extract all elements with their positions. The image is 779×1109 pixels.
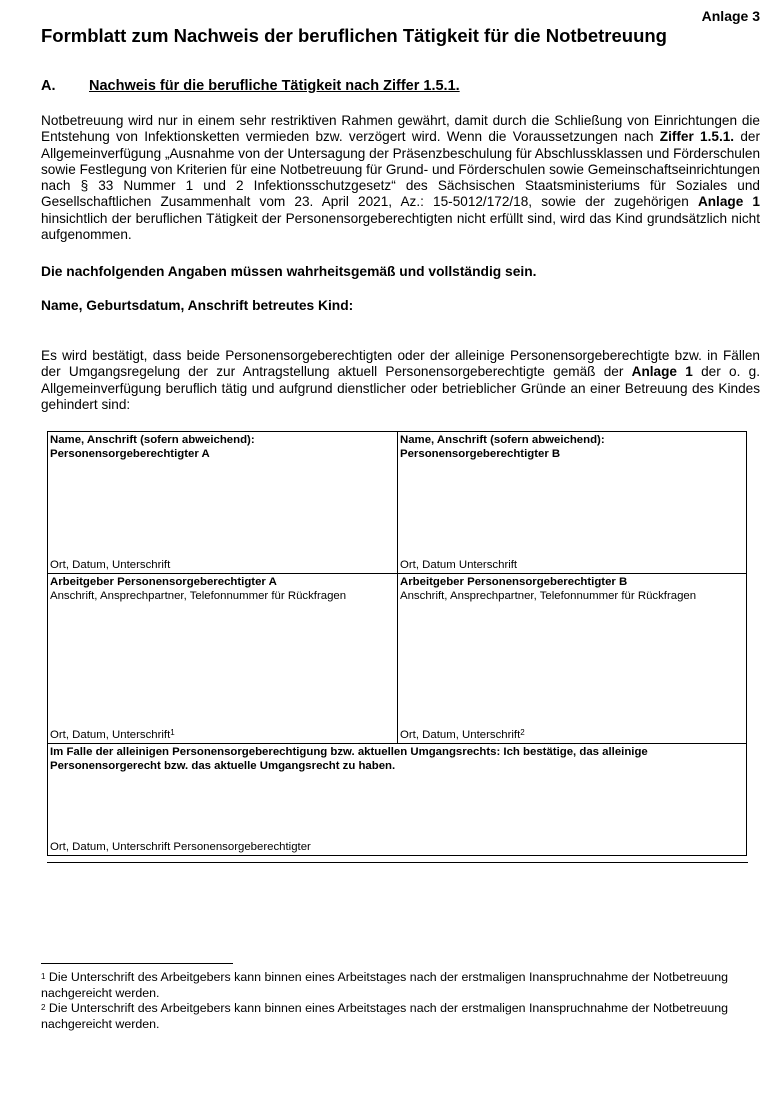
guardian-a-signature-label: Ort, Datum, Unterschrift <box>50 559 171 571</box>
employer-a-sublabel: Anschrift, Ansprechpartner, Telefonnummer für Rückfragen <box>50 590 347 602</box>
employer-b-signature-label <box>400 728 525 742</box>
guardian-a-sublabel: Personensorgeberechtigter A <box>50 448 210 460</box>
footnote-separator <box>41 963 233 964</box>
guardian-a-label: Name, Anschrift (sofern abweichend): <box>50 434 255 446</box>
intro-bold-ziffer: Ziffer 1.5.1. <box>659 129 735 145</box>
footnote-1 <box>41 970 741 1001</box>
intro-bold-anlage: Anlage 1 <box>697 194 760 210</box>
sole-custody-label: Im Falle der alleinigen Personensorgeberechtigung bzw. aktuellen Umgangsrechts: Ich bestätige, das alleinige Personensorgerecht bzw. das aktuelle Umgangsrecht zu haben. <box>50 746 648 772</box>
intro-text-1: Notbetreuung wird nur in einem sehr restriktiven Rahmen gewährt, damit durch die Schließung von Einrichtungen die Entstehung von Infektionsketten vermieden bzw. verzögert wird. Wenn die Voraussetzungen nach <box>41 113 760 145</box>
footnote-1-text: Die Unterschrift des Arbeitgebers kann binnen eines Arbeitstages nach der erstmaligen Inanspruchnahme der Notbetreuung nachgereicht werden. <box>41 970 729 1000</box>
employer-a-signature-label <box>50 728 175 742</box>
truthful-notice: Die nachfolgenden Angaben müssen wahrheitsgemäß und vollständig sein. <box>41 264 537 279</box>
guardian-b-field[interactable] <box>398 432 746 574</box>
confirmation-text-1: Es wird bestätigt, dass beide Personensorgeberechtigten oder der alleinige Personensorgeberechtigte bzw. in Fällen der Umgangsregelung der zur Antragstellung aktuell Personensorgeberechtigte gemäß der <box>41 348 760 380</box>
sole-custody-field[interactable] <box>48 744 746 855</box>
confirmation-paragraph <box>41 348 760 413</box>
guardian-a-field[interactable] <box>48 432 398 574</box>
employer-b-field[interactable] <box>398 574 746 744</box>
page-title: Formblatt zum Nachweis der beruflichen Tätigkeit für die Notbetreuung <box>41 25 667 46</box>
sole-custody-signature-label: Ort, Datum, Unterschrift Personensorgeberechtigter <box>50 841 311 853</box>
intro-paragraph <box>41 113 760 243</box>
section-title: Nachweis für die berufliche Tätigkeit nach Ziffer 1.5.1. <box>89 78 460 94</box>
intro-text-3: hinsichtlich der beruflichen Tätigkeit der Personensorgeberechtigten nicht erfüllt sind, wird das Kind grundsätzlich nicht aufgenommen. <box>41 210 760 243</box>
attachment-label: Anlage 3 <box>701 8 760 24</box>
form-table <box>47 431 747 856</box>
guardian-b-label: Name, Anschrift (sofern abweichend): <box>400 434 605 446</box>
section-number: A. <box>41 78 56 94</box>
guardian-b-signature-label: Ort, Datum Unterschrift <box>400 559 518 571</box>
employer-b-sublabel: Anschrift, Ansprechpartner, Telefonnummer für Rückfragen <box>400 590 697 602</box>
footnote-2-text: Die Unterschrift des Arbeitgebers kann binnen eines Arbeitstages nach der erstmaligen Inanspruchnahme der Notbetreuung nachgereicht werden. <box>41 1001 729 1031</box>
footnote-ref-1: 1 <box>170 728 175 737</box>
employer-a-field[interactable] <box>48 574 398 744</box>
form-bottom-rule <box>47 862 748 863</box>
confirmation-bold-anlage: Anlage 1 <box>631 364 693 380</box>
employer-a-sign-text: Ort, Datum, Unterschrift <box>50 729 171 741</box>
child-label: Name, Geburtsdatum, Anschrift betreutes Kind: <box>41 298 354 313</box>
employer-b-label: Arbeitgeber Personensorgeberechtigter B <box>400 576 628 588</box>
guardian-b-sublabel: Personensorgeberechtigter B <box>400 448 561 460</box>
intro-text-2: der Allgemeinverfügung „Ausnahme von der Untersagung der Präsenzbeschulung für Abschlussklassen und Förderschulen sowie Festlegung von Kriterien für eine Notbetreuung für Grund- und Förderschulen sowie Gemeinschaftseinrichtungen nach § 33 Nummer 1 und 2 Infektionsschutzgesetz“ des Sächsischen Staatsministeriums für Soziales und Gesellschaftlichen Zusammenhalt vom 23. April 2021, Az.: 15-5012/172/18, sowie der zugehörigen <box>41 129 760 210</box>
footnote-2 <box>41 1001 741 1032</box>
footnote-ref-2: 2 <box>520 728 525 737</box>
employer-a-label: Arbeitgeber Personensorgeberechtigter A <box>50 576 277 588</box>
footnote-2-number: 2 <box>41 1003 46 1012</box>
footnote-1-number: 1 <box>41 972 46 981</box>
confirmation-text-2: der o. g. Allgemeinverfügung beruflich tätig und aufgrund dienstlicher oder betrieblicher Gründe an einer Betreuung des Kindes gehindert sind: <box>41 364 760 412</box>
footnotes <box>41 970 741 1032</box>
employer-b-sign-text: Ort, Datum, Unterschrift <box>400 729 521 741</box>
section-heading <box>41 78 460 94</box>
